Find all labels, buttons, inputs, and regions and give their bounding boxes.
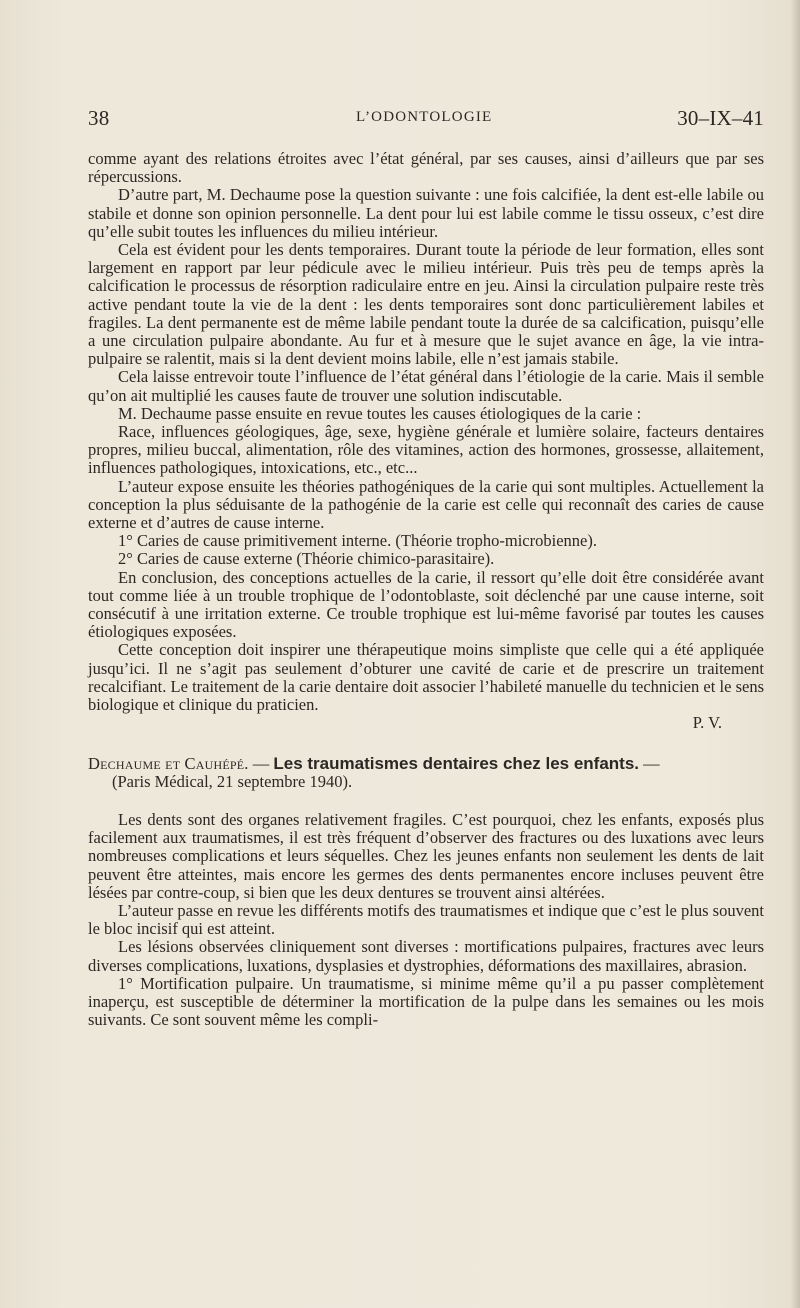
heading-gap [88,791,764,811]
article-authors: Dechaume et Cauhépé. [88,753,249,773]
list-item-caries-interne: 1° Caries de cause primitivement interne. (Théorie tropho-microbienne). [118,531,597,551]
journal-title: L’ODONTOLOGIE [356,109,493,125]
paragraph-causes-intro: M. Dechaume passe ensuite en revue toutes les causes étiologiques de la carie : [118,403,642,423]
heading-dash-end: — [643,753,660,773]
article-source: (Paris Médical, 21 septembre 1940). [112,771,353,791]
paragraph-continuation: comme ayant des relations étroites avec l’état général, par ses causes, ainsi d’ailleurs que par ses répercussions. [88,149,764,187]
page-edge-shadow [790,0,800,1308]
paragraph-theories: L’auteur expose ensuite les théories pathogéniques de la carie qui sont multiples. Actuellement la conception la plus séduisante de la pathogénie de la carie est celle qui reconnaît des caries de cause externe et d’autres de cause interne. [88,476,764,533]
running-head [88,106,764,132]
issue-date: 30–IX–41 [677,106,764,130]
page-number: 38 [88,106,110,130]
paragraph-motifs: L’auteur passe en revue les différents motifs des traumatismes et indique que c’est le plus souvent le bloc incisif qui est atteint. [88,900,764,939]
author-signature: P. V. [692,713,722,733]
section-gap [88,733,764,755]
paragraph-dents-temporaires: Cela est évident pour les dents temporaires. Durant toute la période de leur formation, elles sont largement en rapport par leur pédicule avec le milieu intérieur. Puis très peu de temps après la calcification le processus de résorption radiculaire entre en jeu. Ainsi la circulation pulpaire reste très active pendant toute la vie de la dent : les dents temporaires sont donc particulièrement labiles et fragiles. La dent permanente est de même labile pendant toute la durée de sa calcification, puisqu’elle a une circulation pulpaire abondante. Au fur et à mesure que le sujet avance en âge, la vie intra-pulpaire se ralentit, mais si la dent devient moins labile, elle n’est jamais stabile. [88,240,764,369]
article-heading [88,755,764,773]
paragraph-lesions: Les lésions observées cliniquement sont diverses : mortifications pulpaires, fractures avec leurs diverses complications, luxations, dysplasies et dystrophies, déformations des maxillaires, abrasion. [88,937,764,975]
paragraph-therapeutique: Cette conception doit inspirer une thérapeutique moins simpliste que celle qui a été appliquée jusqu’ici. Il ne s’agit pas seulement d’obturer une cavité de carie et de prescrire un traitement recalcifiant. Le traitement de la carie dentaire doit associer l’habileté manuelle du technicien et le sens biologique et clinique du praticien. [88,640,764,715]
paragraph-mortification: 1° Mortification pulpaire. Un traumatisme, si minime même qu’il a pu passer complètement inaperçu, est susceptible de déterminer la mortification de la pulpe dans les semaines ou les mois suivants. Ce sont souvent même les compli- [88,973,764,1030]
page-body-text [88,150,764,1029]
heading-dash: — [252,753,270,773]
paragraph-dents-fragiles: Les dents sont des organes relativement fragiles. C’est pourquoi, chez les enfants, exposés plus facilement aux traumatismes, il est très fréquent d’observer des fractures ou des luxations avec leurs nombreuses complications et leurs séquelles. Chez les jeunes enfants non seulement les dents de lait peuvent être atteintes, mais encore les germes des dents permanentes encore incluses peuvent être lésées par contre-coup, si bien que les deux dentures se trouvent ainsi altérées. [88,809,764,902]
article-title: Les traumatismes dentaires chez les enfants. [273,753,640,773]
paragraph-dent-labile: D’autre part, M. Dechaume pose la question suivante : une fois calcifiée, la dent est-elle labile ou stabile et donne son opinion personnelle. La dent pour lui est labile comme le tissu osseux, c’est dire qu’elle subit toutes les influences du milieu intérieur. [88,185,764,241]
paragraph-influence-etat-general: Cela laisse entrevoir toute l’influence de l’état général dans l’étiologie de la carie. Mais il semble qu’on ait multiplié les causes faute de trouver une solution indiscutable. [88,367,764,405]
list-item-caries-externe: 2° Caries de cause externe (Théorie chimico-parasitaire). [118,549,495,569]
paragraph-causes-list: Race, influences géologiques, âge, sexe, hygiène générale et lumière solaire, facteurs dentaires propres, milieu buccal, alimentation, rôle des vitamines, action des hormones, grossesse, allaitement, influences pathologiques, intoxications, etc., etc... [88,422,764,478]
paragraph-conclusion: En conclusion, des conceptions actuelles de la carie, il ressort qu’elle doit être considérée avant tout comme liée à un trouble trophique de l’odontoblaste, soit déclenché par une cause interne, soit consécutif à une irritation externe. Ce trouble trophique est lui-même favorisé par toutes les causes étiologiques exposées. [88,567,764,642]
